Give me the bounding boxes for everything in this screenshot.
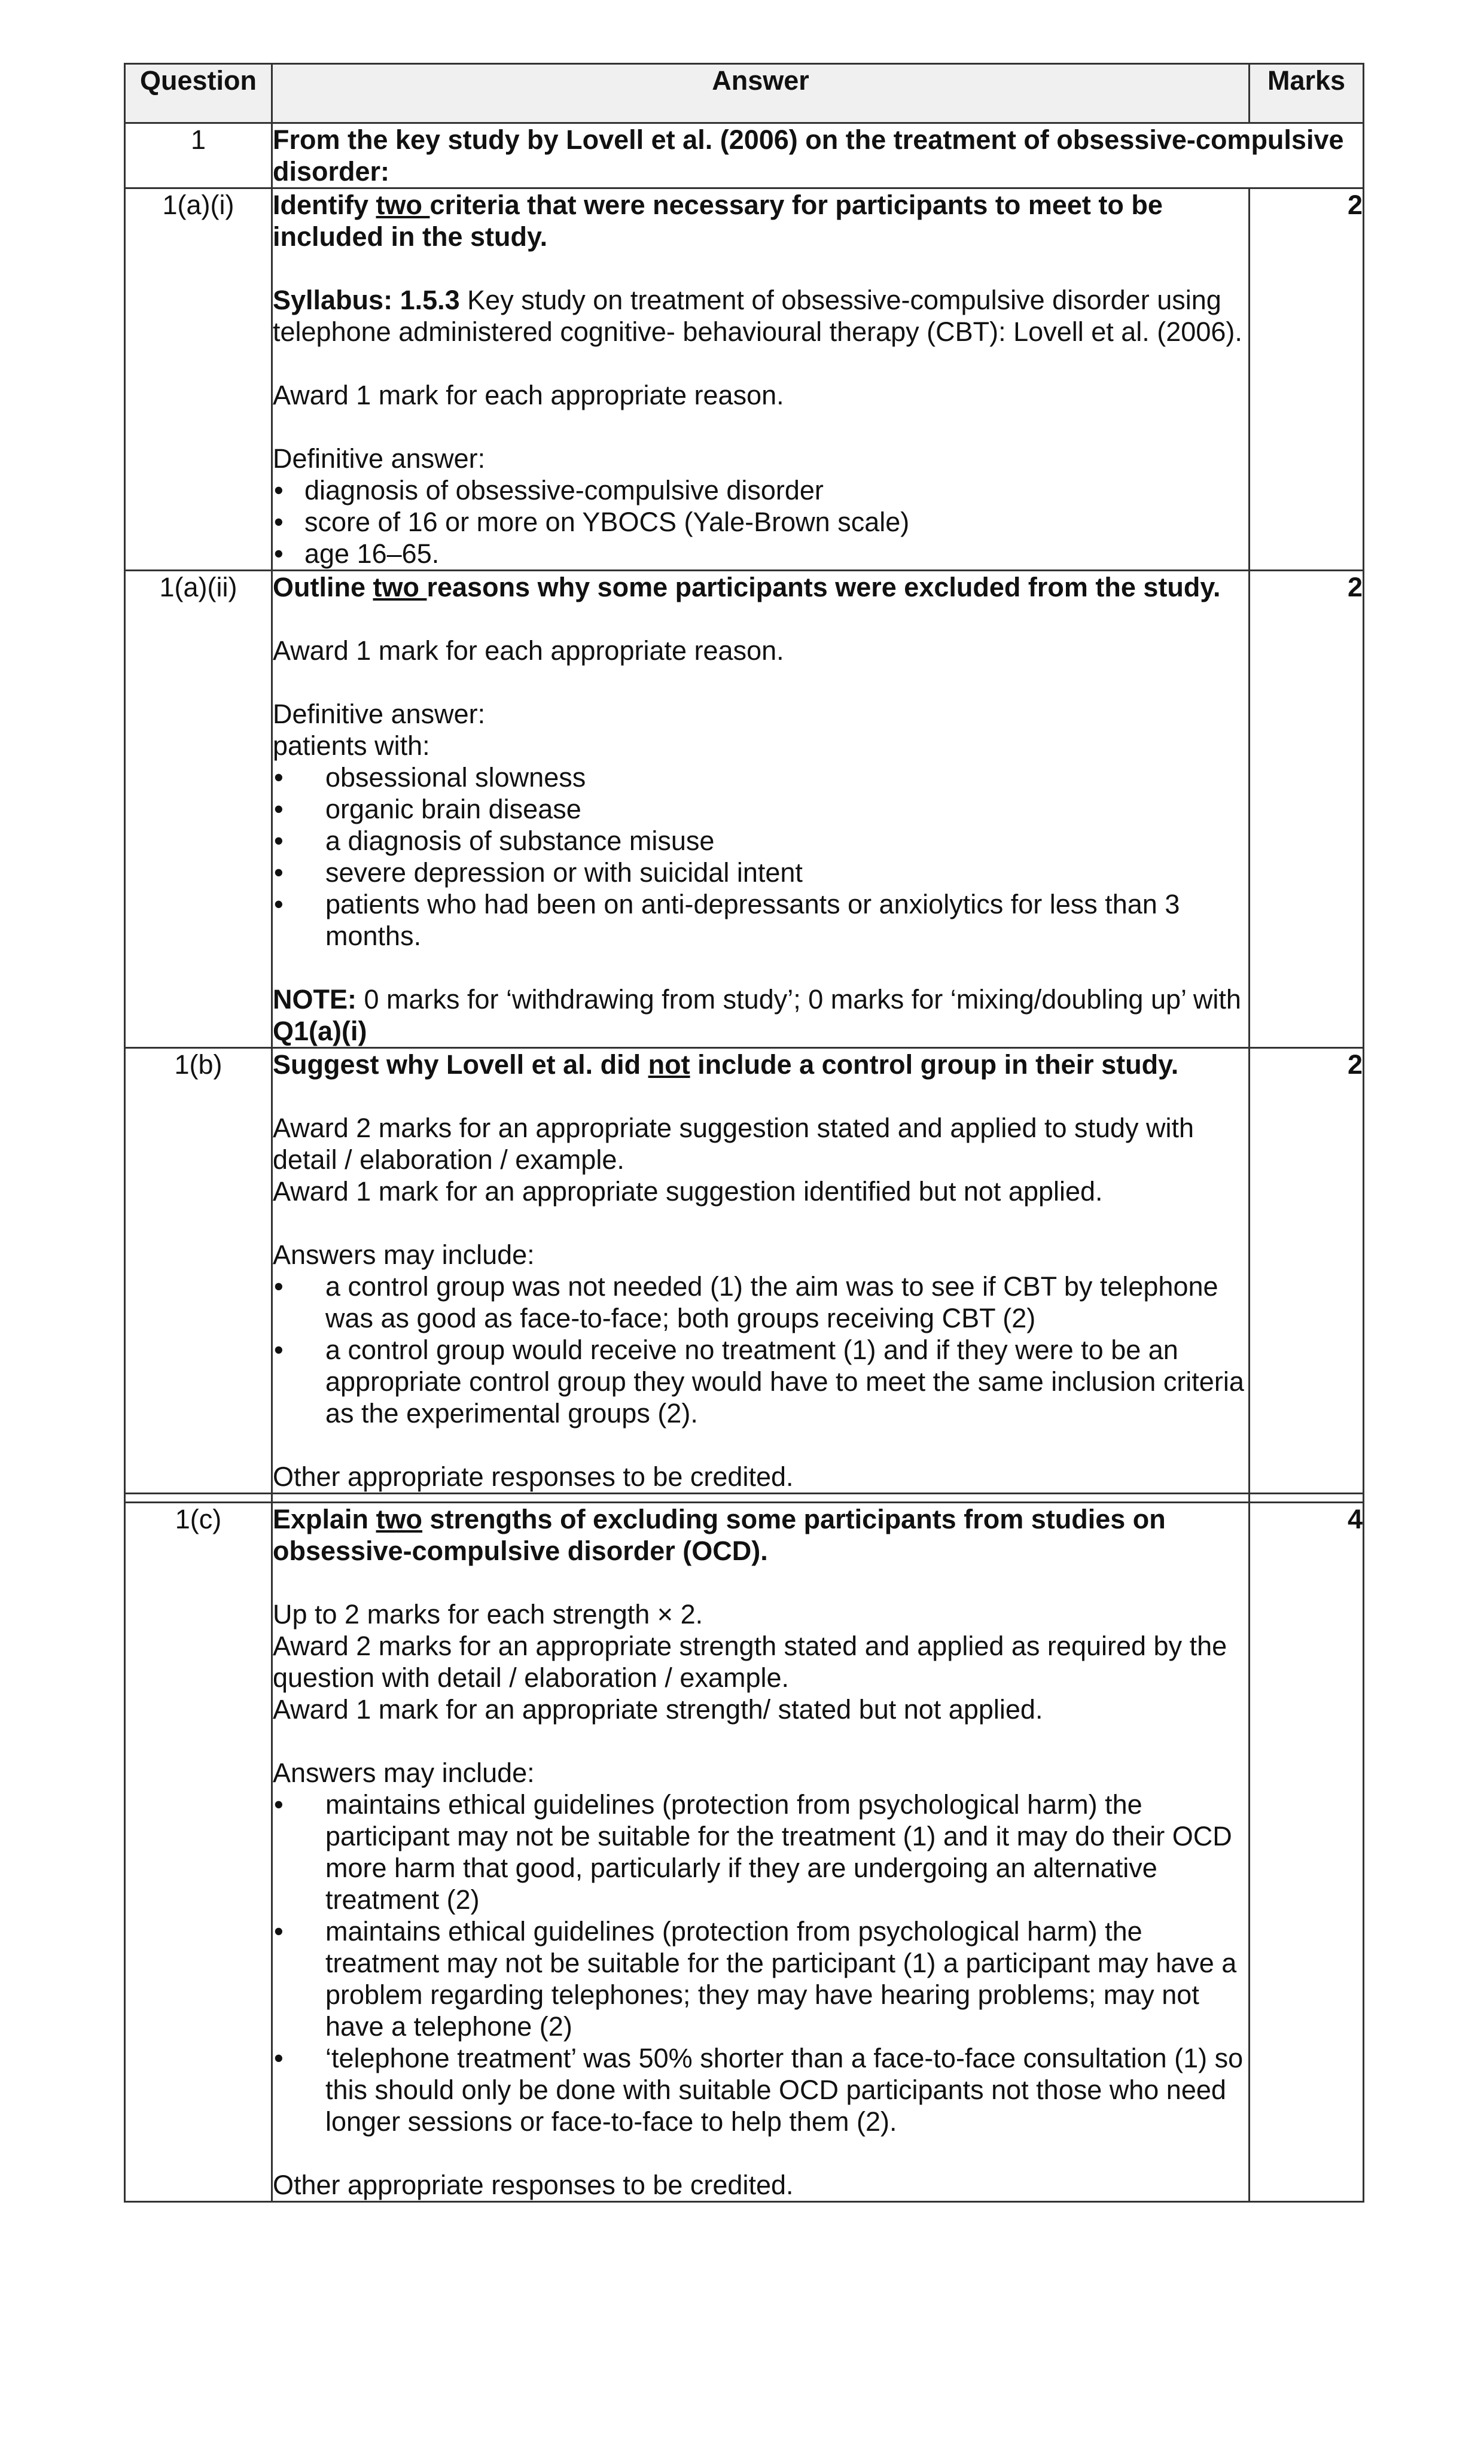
syllabus-label: Syllabus: 1.5.3 [273,285,460,315]
answer-cell [272,571,1250,1048]
prompt-text: Suggest why Lovell et al. did [273,1049,648,1080]
question-1b-row [125,1048,1364,1494]
mark-scheme-page [124,63,1363,2203]
question-number: 1(a)(i) [125,188,272,571]
list-item: • a diagnosis of substance misuse [273,825,1248,857]
syllabus-reference [273,284,1248,348]
list-item: • obsessional slowness [273,762,1248,793]
answer-list [273,762,1248,952]
mark-scheme-table [124,63,1364,2203]
list-item: • patients who had been on anti-depressants or anxiolytics for less than 3 months. [273,888,1248,952]
prompt-emphasis: two [376,1504,423,1534]
prompt-text: include a control group in their study. [690,1049,1179,1080]
answer-list [273,474,1248,569]
list-item: • diagnosis of obsessive-compulsive disorder [273,474,1248,506]
separator-cell [1250,1494,1364,1503]
list-item: • maintains ethical guidelines (protection from psychological harm) the treatment may not be suitable for the participant (1) a participant may have a problem regarding telephones; they may have hearing problems; may not have a telephone (2) [273,1915,1248,2042]
answers-may-include-label: Answers may include: [273,1758,535,1788]
patients-with-label: patients with: [273,730,430,761]
award-guidance: Award 1 mark for an appropriate suggestion identified but not applied. [273,1176,1103,1207]
award-guidance: Award 1 mark for each appropriate reason. [273,380,784,410]
other-responses-note: Other appropriate responses to be credited. [273,2170,794,2200]
note-text: 0 marks for ‘withdrawing from study’; 0 marks for ‘mixing/doubling up’ with [356,984,1241,1015]
prompt-emphasis: two [376,190,430,220]
prompt-text: reasons why some participants were excluded from the study. [426,572,1221,602]
question-column-header: Question [125,64,272,123]
award-guidance: Award 1 mark for an appropriate strength/ stated but not applied. [273,1694,1043,1725]
answers-may-include-label: Answers may include: [273,1239,535,1270]
prompt-text: Explain [273,1504,376,1534]
list-item: • ‘telephone treatment’ was 50% shorter than a face-to-face consultation (1) so this should only be done with suitable OCD participants not those who need longer sessions or face-to-face to help them (2). [273,2042,1248,2137]
marking-note [273,983,1248,1047]
question-1-stem-cell [272,123,1364,188]
list-item: • maintains ethical guidelines (protection from psychological harm) the participant may not be suitable for the treatment (1) and it may do their OCD more harm that good, particularly if they are undergoing an alternative treatment (2) [273,1789,1248,1915]
question-stem: From the key study by Lovell et al. (2006) on the treatment of obsessive-compulsive disorder: [273,124,1344,187]
question-number: 1 [125,123,272,188]
syllabus-text: Key study on treatment of obsessive-compulsive disorder using telephone administered cognitive- behavioural therapy (CBT): Lovell et al. (2006). [273,285,1242,347]
question-1aii-row [125,571,1364,1048]
separator-cell [125,1494,272,1503]
list-item: • score of 16 or more on YBOCS (Yale-Brown scale) [273,506,1248,538]
list-item: • a control group was not needed (1) the aim was to see if CBT by telephone was as good as face-to-face; both groups receiving CBT (2) [273,1271,1248,1334]
table-header-row [125,64,1364,123]
marks-column-header: Marks [1250,64,1364,123]
definitive-answer-label: Definitive answer: [273,443,486,474]
note-reference: Q1(a)(i) [273,1016,367,1046]
prompt-emphasis: two [373,572,427,602]
prompt-text: criteria that were necessary for participants to meet to be included in the study. [273,190,1163,252]
list-item: • severe depression or with suicidal intent [273,857,1248,888]
answer-cell [272,1503,1250,2202]
answer-list [273,1271,1248,1429]
prompt-emphasis: not [648,1049,690,1080]
list-item: • age 16–65. [273,538,1248,569]
question-number: 1(b) [125,1048,272,1494]
award-guidance: Up to 2 marks for each strength × 2. [273,1599,703,1630]
answer-column-header: Answer [272,64,1250,123]
answer-cell [272,188,1250,571]
award-guidance: Award 2 marks for an appropriate strength stated and applied as required by the question with detail / elaboration / example. [273,1631,1227,1693]
note-label: NOTE: [273,984,356,1015]
question-1c-row [125,1503,1364,2202]
list-item: • a control group would receive no treatment (1) and if they were to be an appropriate control group they would have to meet the same inclusion criteria as the experimental groups (2). [273,1334,1248,1429]
answer-list [273,1789,1248,2137]
marks-value: 2 [1250,188,1364,571]
prompt-text: Outline [273,572,373,602]
definitive-answer-label: Definitive answer: [273,699,486,729]
marks-value: 2 [1250,1048,1364,1494]
question-prompt [273,189,1248,252]
question-number: 1(c) [125,1503,272,2202]
question-number: 1(a)(ii) [125,571,272,1048]
marks-value: 4 [1250,1503,1364,2202]
question-prompt [273,1503,1248,1567]
question-1-row [125,123,1364,188]
other-responses-note: Other appropriate responses to be credited. [273,1461,794,1492]
answer-cell [272,1048,1250,1494]
list-item: • organic brain disease [273,793,1248,825]
question-prompt [273,571,1248,603]
question-prompt [273,1049,1248,1080]
row-separator [125,1494,1364,1503]
prompt-text: strengths of excluding some participants from studies on obsessive-compulsive disorder (OCD). [273,1504,1166,1566]
marks-value: 2 [1250,571,1364,1048]
separator-cell [272,1494,1250,1503]
question-1ai-row [125,188,1364,571]
prompt-text: Identify [273,190,376,220]
award-guidance: Award 2 marks for an appropriate suggestion stated and applied to study with detail / elaboration / example. [273,1113,1194,1175]
award-guidance: Award 1 mark for each appropriate reason. [273,635,784,666]
